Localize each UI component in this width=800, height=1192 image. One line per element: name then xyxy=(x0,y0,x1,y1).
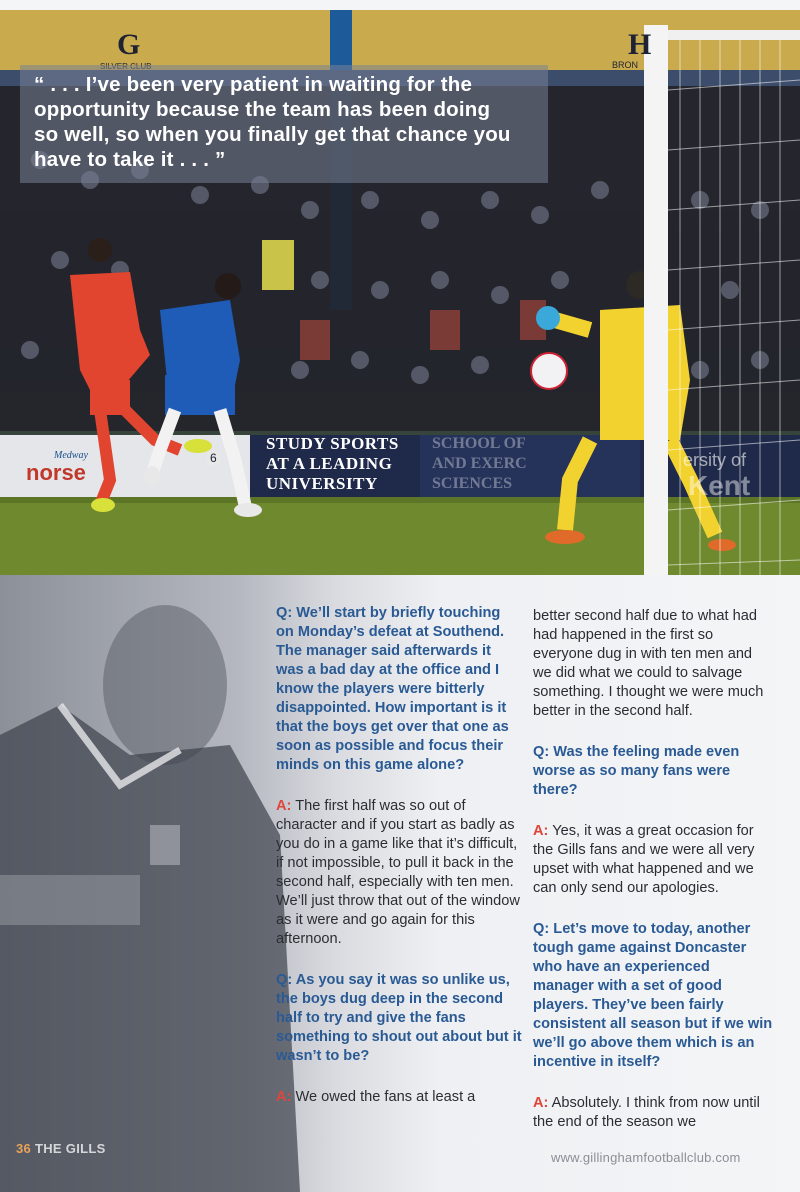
answer-text: The first half was so out of character and if you start as badly as you do in a game like that it’s difficult, if not impossible, to pull it back in the second half, especially with ten men. We’ll just throw that out of the window as it were and go again for this afternoon. xyxy=(276,798,520,947)
question-paragraph xyxy=(533,743,773,800)
answer-continuation: better second half due to what had had happened in the first so everyone dug in with ten men and we did what we could to salvage something. I thought we were much better in the second half. xyxy=(533,608,764,719)
study-sports-board-line: UNIVERSITY xyxy=(266,474,378,493)
pull-quote: “ . . . I’ve been very patient in waiting for the opportunity because the team has been doing so well, so when you finally get that chance you have to take it . . . ” xyxy=(34,73,511,171)
question-text: Let’s move to today, another tough game against Doncaster who have an experienced manager with a set of good players. They’ve been fairly consistent all season but if we win we’ll go above them which is an incentive in itself? xyxy=(533,921,773,1070)
interview-column-left xyxy=(276,604,522,1107)
question-text: Was the feeling made even worse as so many fans were there? xyxy=(533,744,740,798)
question-paragraph xyxy=(276,604,522,775)
page-folio xyxy=(16,1141,106,1156)
answer-prefix: A: xyxy=(533,1095,549,1111)
university-board-text: ersity of xyxy=(683,450,747,470)
website-link[interactable]: www.gillinghamfootballclub.com xyxy=(551,1150,741,1165)
stand-sign-caption: BRON xyxy=(612,60,639,70)
answer-prefix: A: xyxy=(276,1089,292,1105)
stand-sign-letter: H xyxy=(628,28,652,61)
board-number: 6 xyxy=(207,451,220,465)
answer-text: We owed the fans at least a xyxy=(295,1089,476,1105)
answer-text: Yes, it was a great occasion for the Gills fans and we were all very upset with what happened and we can only send our apologies. xyxy=(533,823,755,896)
school-board-line: SCIENCES xyxy=(432,475,513,492)
school-board-line: AND EXERC xyxy=(432,455,527,472)
school-board-line: SCHOOL OF xyxy=(432,435,526,452)
answer-paragraph xyxy=(533,1094,773,1132)
player-silhouette xyxy=(0,575,300,1192)
question-prefix: Q: xyxy=(533,921,550,937)
study-sports-board-line: AT A LEADING xyxy=(266,454,393,473)
answer-paragraph xyxy=(533,822,773,898)
magazine-name: THE GILLS xyxy=(34,1141,106,1156)
interview-column-right xyxy=(533,607,773,1132)
question-text: As you say it was so unlike us, the boys dug deep in the second half to try and give the fans something to shout out about but it wasn’t to be? xyxy=(276,972,522,1064)
question-paragraph xyxy=(533,920,773,1072)
answer-text: Absolutely. I think from now until the end of the season we xyxy=(533,1095,760,1130)
answer-paragraph xyxy=(276,1088,522,1107)
stand-sign-letter: G xyxy=(117,28,141,61)
answer-prefix: A: xyxy=(533,823,549,839)
question-text: We’ll start by briefly touching on Monday’s defeat at Southend. The manager said afterwards it was a bad day at the office and I know the players were bitterly disappointed. How important is it that the boys get over that one as soon as possible and focus their minds on this game alone? xyxy=(276,605,509,773)
question-prefix: Q: xyxy=(276,972,293,988)
page-number: 36 xyxy=(16,1141,32,1156)
answer-paragraph xyxy=(276,797,522,949)
sponsor-board-text: Medway xyxy=(54,450,88,461)
question-paragraph xyxy=(276,971,522,1066)
question-prefix: Q: xyxy=(533,744,550,760)
answer-prefix: A: xyxy=(276,798,292,814)
sponsor-board-text: norse xyxy=(26,460,86,485)
question-prefix: Q: xyxy=(276,605,293,621)
kent-board-text: Kent xyxy=(688,470,751,501)
study-sports-board-line: STUDY SPORTS xyxy=(266,434,399,453)
match-photo xyxy=(0,10,800,575)
